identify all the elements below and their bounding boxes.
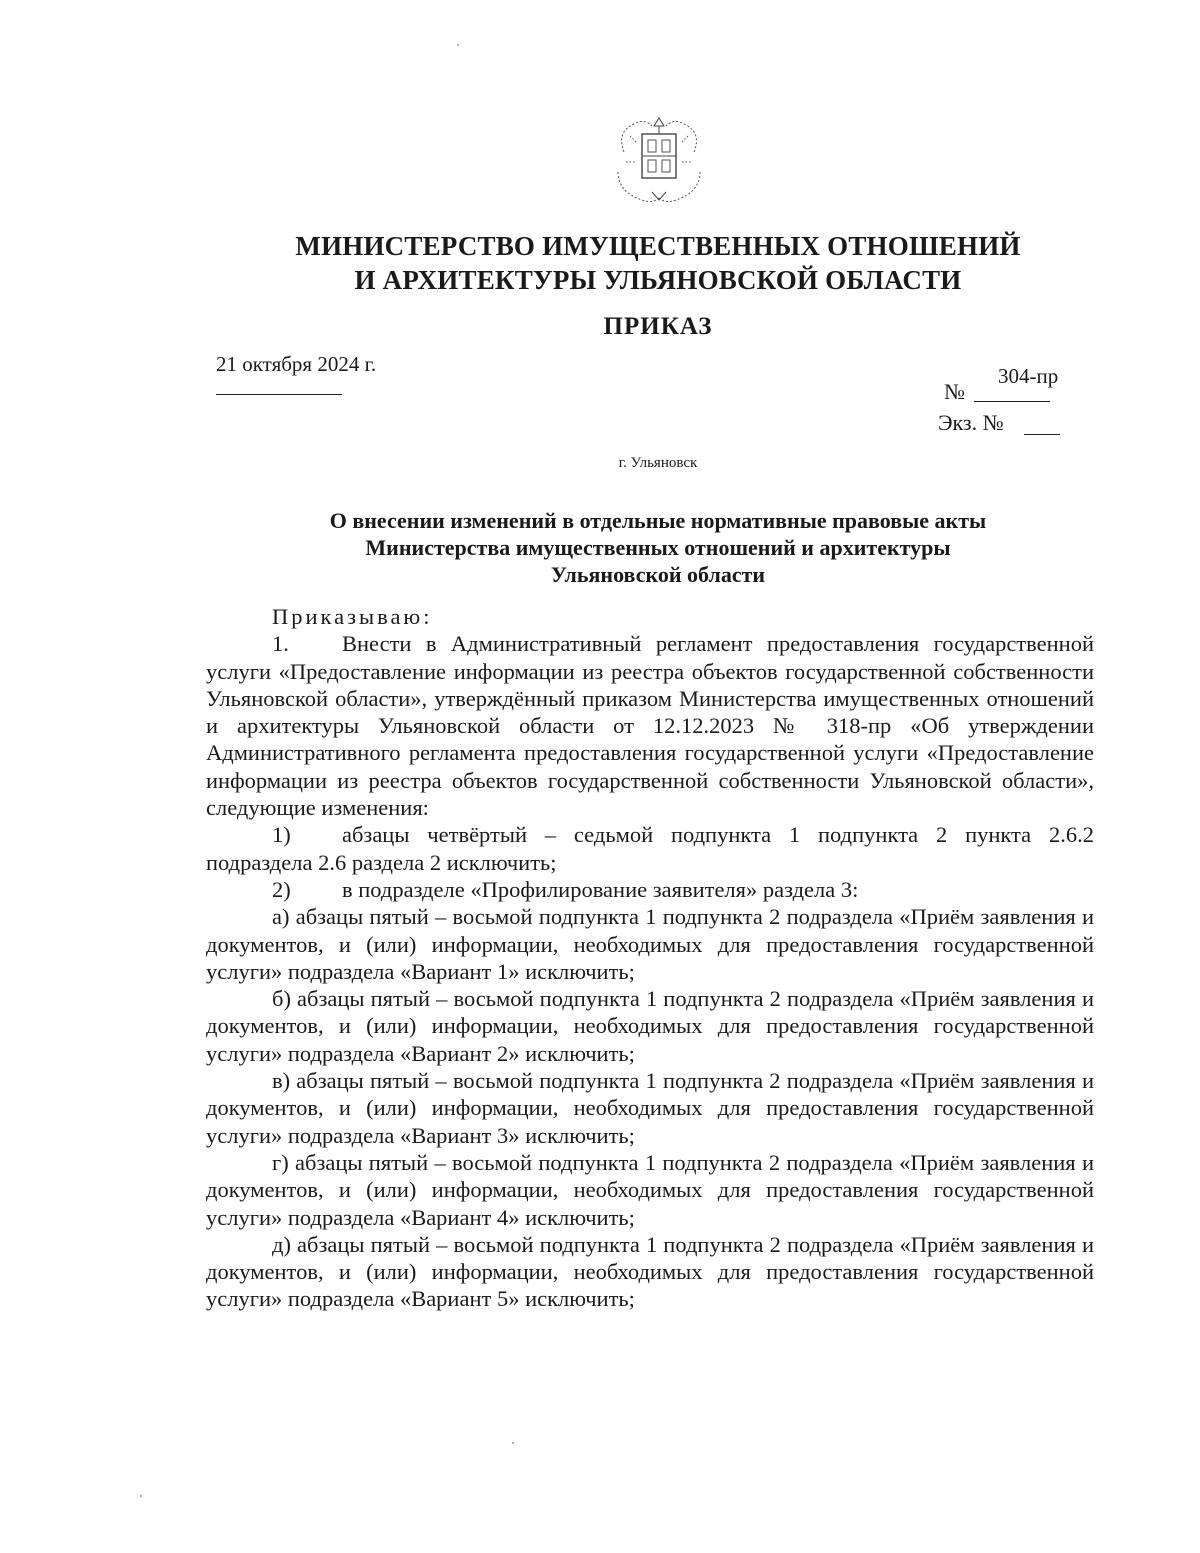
paragraph-a: а) абзацы пятый – восьмой подпункта 1 подпункта 2 подраздела «Приём заявления и документов, и (или) информации, необходимых для предоставления государственной услуги» подраздела «Вариант 1» исключить; bbox=[206, 904, 1094, 984]
item-1 bbox=[206, 630, 1094, 821]
ministry-line-1: МИНИСТЕРСТВО ИМУЩЕСТВЕННЫХ ОТНОШЕНИЙ bbox=[295, 231, 1021, 261]
number-underline bbox=[974, 401, 1050, 402]
document-type: ПРИКАЗ bbox=[603, 313, 713, 340]
copy-label: Экз. № bbox=[938, 410, 1004, 435]
subject-line-3: Ульяновской области bbox=[550, 562, 766, 587]
ministry-line-2: И АРХИТЕКТУРЫ УЛЬЯНОВСКОЙ ОБЛАСТИ bbox=[354, 265, 962, 295]
scan-speck bbox=[512, 1442, 514, 1444]
order-date: 21 октября 2024 г. bbox=[216, 352, 377, 376]
subject-line-2: Министерства имущественных отношений и архитектуры bbox=[365, 535, 951, 560]
paragraph-b: б) абзацы пятый – восьмой подпункта 1 подпункта 2 подраздела «Приём заявления и документов, и (или) информации, необходимых для предоставления государственной услуги» подраздела «Вариант 2» исключить; bbox=[206, 986, 1094, 1066]
subitem-2 bbox=[206, 876, 1094, 903]
subitem-1 bbox=[206, 821, 1094, 876]
city: г. Ульяновск bbox=[618, 455, 698, 471]
order-body bbox=[206, 603, 1094, 1313]
order-word: Приказываю: bbox=[272, 604, 433, 629]
paragraph-v: в) абзацы пятый – восьмой подпункта 1 подпункта 2 подраздела «Приём заявления и документов, и (или) информации, необходимых для предоставления государственной услуги» подраздела «Вариант 3» исключить; bbox=[206, 1068, 1094, 1148]
order-subject bbox=[200, 507, 1116, 588]
copy-underline bbox=[1024, 434, 1060, 435]
date-underline bbox=[216, 394, 342, 395]
subitem-1-number: 1) bbox=[272, 822, 291, 848]
paragraph-d: д) абзацы пятый – восьмой подпункта 1 подпункта 2 подраздела «Приём заявления и документов, и (или) информации, необходимых для предоставления государственной услуги» подраздела «Вариант 5» исключить; bbox=[206, 1231, 1094, 1312]
number-label: № bbox=[944, 379, 965, 404]
ministry-name bbox=[200, 229, 1116, 297]
paragraph-g: г) абзацы пятый – восьмой подпункта 1 подпункта 2 подраздела «Приём заявления и документов, и (или) информации, необходимых для предоставления государственной услуги» подраздела «Вариант 4» исключить; bbox=[206, 1149, 1094, 1230]
coat-of-arms-icon bbox=[604, 112, 714, 208]
scan-speck bbox=[140, 1495, 142, 1497]
subitem-2-number: 2) bbox=[272, 876, 291, 902]
item-1-number: 1. bbox=[272, 631, 289, 657]
order-number: 304-пр bbox=[998, 364, 1059, 388]
subitem-1-text: абзацы четвёртый – седьмой подпункта 1 подпункта 2 пункта 2.6.2 подраздела 2.6 раздела 2 исключить; bbox=[206, 822, 1094, 875]
scan-speck bbox=[457, 44, 459, 46]
subject-line-1: О внесении изменений в отдельные нормативные правовые акты bbox=[329, 508, 987, 533]
item-1-text: Внести в Административный регламент предоставления государственной услуги «Предоставление информации из реестра объектов государственной собственности Ульяновской области», утверждённый приказом Министерства имущественных отношений и архитектуры Ульяновской области от 12.12.2023 № 318-пр «Об утверждении Административного регламента предоставления государственной услуги «Предоставление информации из реестра объектов государственной собственности Ульяновской области», следующие изменения: bbox=[206, 631, 1094, 821]
subitem-2-text: в подразделе «Профилирование заявителя» раздела 3: bbox=[342, 876, 859, 902]
